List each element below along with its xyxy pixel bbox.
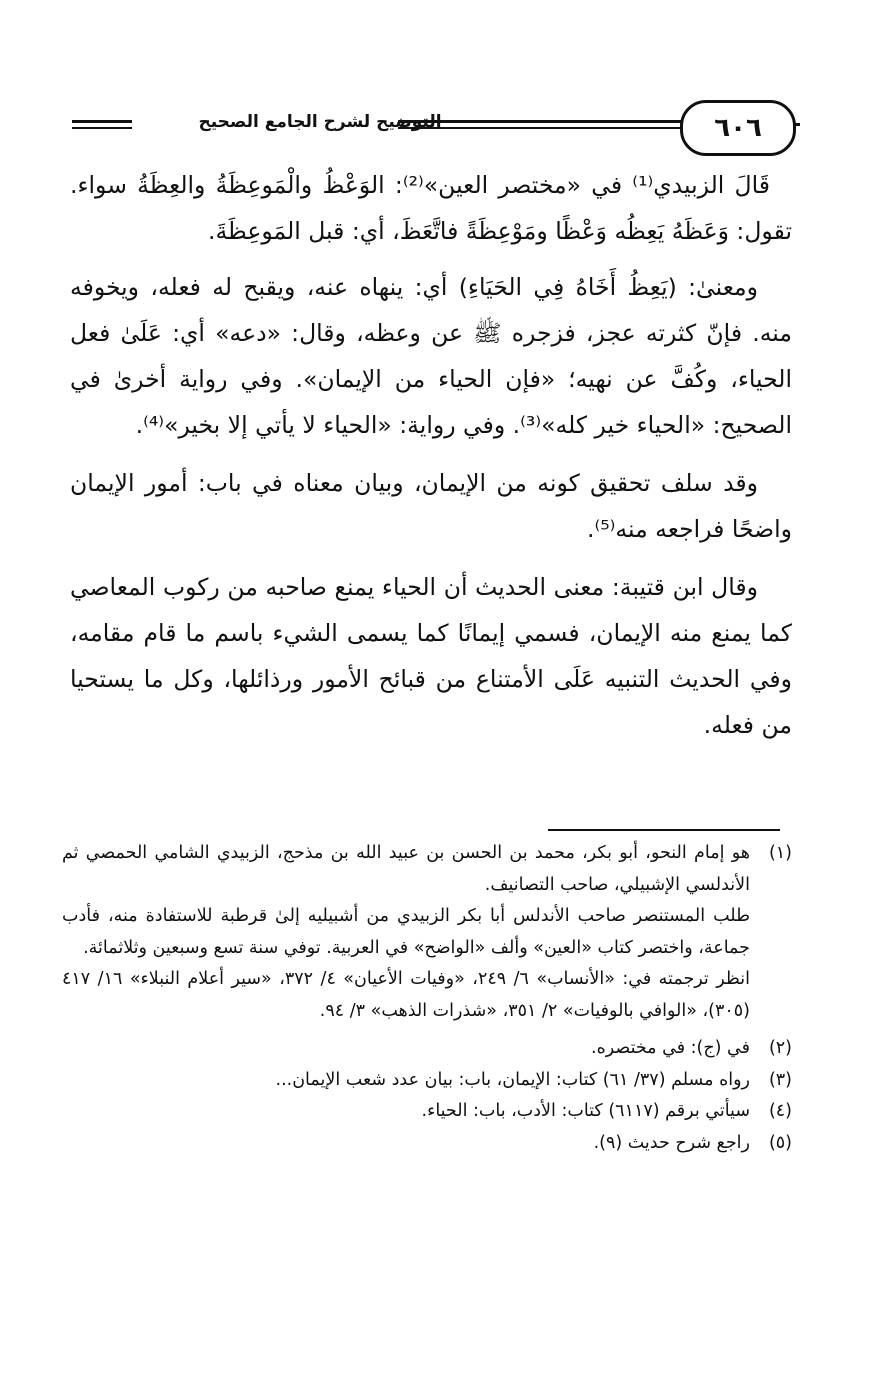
footnote-paragraph: رواه مسلم (٣٧/ ٦١) كتاب: الإيمان، باب: بيان عدد شعب الإيمان... bbox=[275, 1069, 750, 1090]
footnote-paragraph: انظر ترجمته في: «الأنساب» ٦/ ٢٤٩، «وفيات الأعيان» ٤/ ٣٧٢، «سير أعلام النبلاء» ١٦/ ٤١٧ (٣٠٥)، «الوافي بالوفيات» ٢/ ٣٥١، «شذرات الذهب» ٣/ ٩٤. bbox=[62, 969, 750, 1021]
footnote-paragraph: طلب المستنصر صاحب الأندلس أبا بكر الزبيدي من أشبيليه إلىٰ قرطبة للاستفادة منه، فأدب جماعة، واختصر كتاب «العين» وألف «الواضح» في العربية. توفي سنة تسع وسبعين وثلاثمائة. bbox=[62, 906, 750, 958]
footnote-paragraph: في (ج): في مختصره. bbox=[591, 1038, 750, 1058]
paragraph: وقال ابن قتيبة: معنى الحديث أن الحياء يمنع صاحبه من ركوب المعاصي كما يمنع منه الإيمان، فسمي إيمانًا كما يسمى الشيء باسم ما قام مقامه، وفي الحديث التنبيه عَلَى الأمتناع من قبائح الأمور ورذائلها، وكل ما يستحيا من فعله. bbox=[70, 573, 792, 739]
paragraph: وقد سلف تحقيق كونه من الإيمان، وبيان معناه في باب: أمور الإيمان واضحًا فراجعه منه⁽⁵⁾. bbox=[70, 469, 792, 543]
footnote bbox=[62, 1128, 792, 1160]
footnote-text bbox=[62, 1096, 750, 1128]
footnote-paragraph: هو إمام النحو، أبو بكر، محمد بن الحسن بن عبيد الله بن مذحج، الزبيدي الشامي الحمصي ثم الأندلسي الإشبيلي، صاحب التصانيف. bbox=[62, 843, 750, 895]
footnote-number: (١) bbox=[768, 843, 792, 863]
footnote-paragraph: راجع شرح حديث (٩). bbox=[593, 1132, 750, 1153]
footnote-number: (٥) bbox=[768, 1132, 792, 1153]
footnote-text bbox=[62, 1065, 750, 1097]
paragraph: ومعنىٰ: (يَعِظُ أَخَاهُ فِي الحَيَاءِ) أي: ينهاه عنه، ويقبح له فعله، ويخوفه منه. فإنّ كثرته عجز، فزجره ﷺ عن وعظه، وقال: «دعه» أي: عَلَىٰ فعل الحياء، وكُفَّ عن نهيه؛ «فإن الحياء من الإيمان». وفي رواية أخرىٰ في الصحيح: «الحياء خير كله»⁽³⁾. وفي رواية: «الحياء لا يأتي إلا بخير»⁽⁴⁾. bbox=[70, 273, 792, 439]
footnote-number: (٣) bbox=[768, 1069, 792, 1090]
footnote-separator bbox=[548, 829, 780, 831]
footnote bbox=[62, 1065, 792, 1097]
footnote-text bbox=[62, 1128, 750, 1160]
footnotes bbox=[62, 838, 792, 1159]
footnote bbox=[62, 838, 792, 1027]
main-text bbox=[70, 162, 792, 758]
footnote-text bbox=[62, 838, 750, 1027]
footnote bbox=[62, 1096, 792, 1128]
running-title: التوضيح لشرح الجامع الصحيح bbox=[198, 112, 442, 132]
footnote-paragraph: سيأتي برقم (٦١١٧) كتاب: الأدب، باب: الحياء. bbox=[421, 1101, 750, 1121]
footnote bbox=[62, 1033, 792, 1065]
paragraph: قَالَ الزبيدي⁽¹⁾ في «مختصر العين»⁽²⁾: الوَعْظُ والْمَوعِظَةُ والعِظَةُ سواء. تقول: وَعَظَهُ يَعِظُه وَعْظًا ومَوْعِظَةً فاتَّعَظَ، أي: قبل المَوعِظَةَ. bbox=[70, 171, 792, 245]
header-rule-left-top bbox=[72, 120, 132, 123]
footnote-text bbox=[62, 1033, 750, 1065]
page-number: ٦٠٦ bbox=[680, 100, 796, 156]
footnote-number: (٢) bbox=[768, 1038, 792, 1058]
header-rule-left-bottom bbox=[72, 127, 132, 129]
page-header bbox=[60, 96, 800, 156]
footnote-number: (٤) bbox=[768, 1101, 792, 1121]
